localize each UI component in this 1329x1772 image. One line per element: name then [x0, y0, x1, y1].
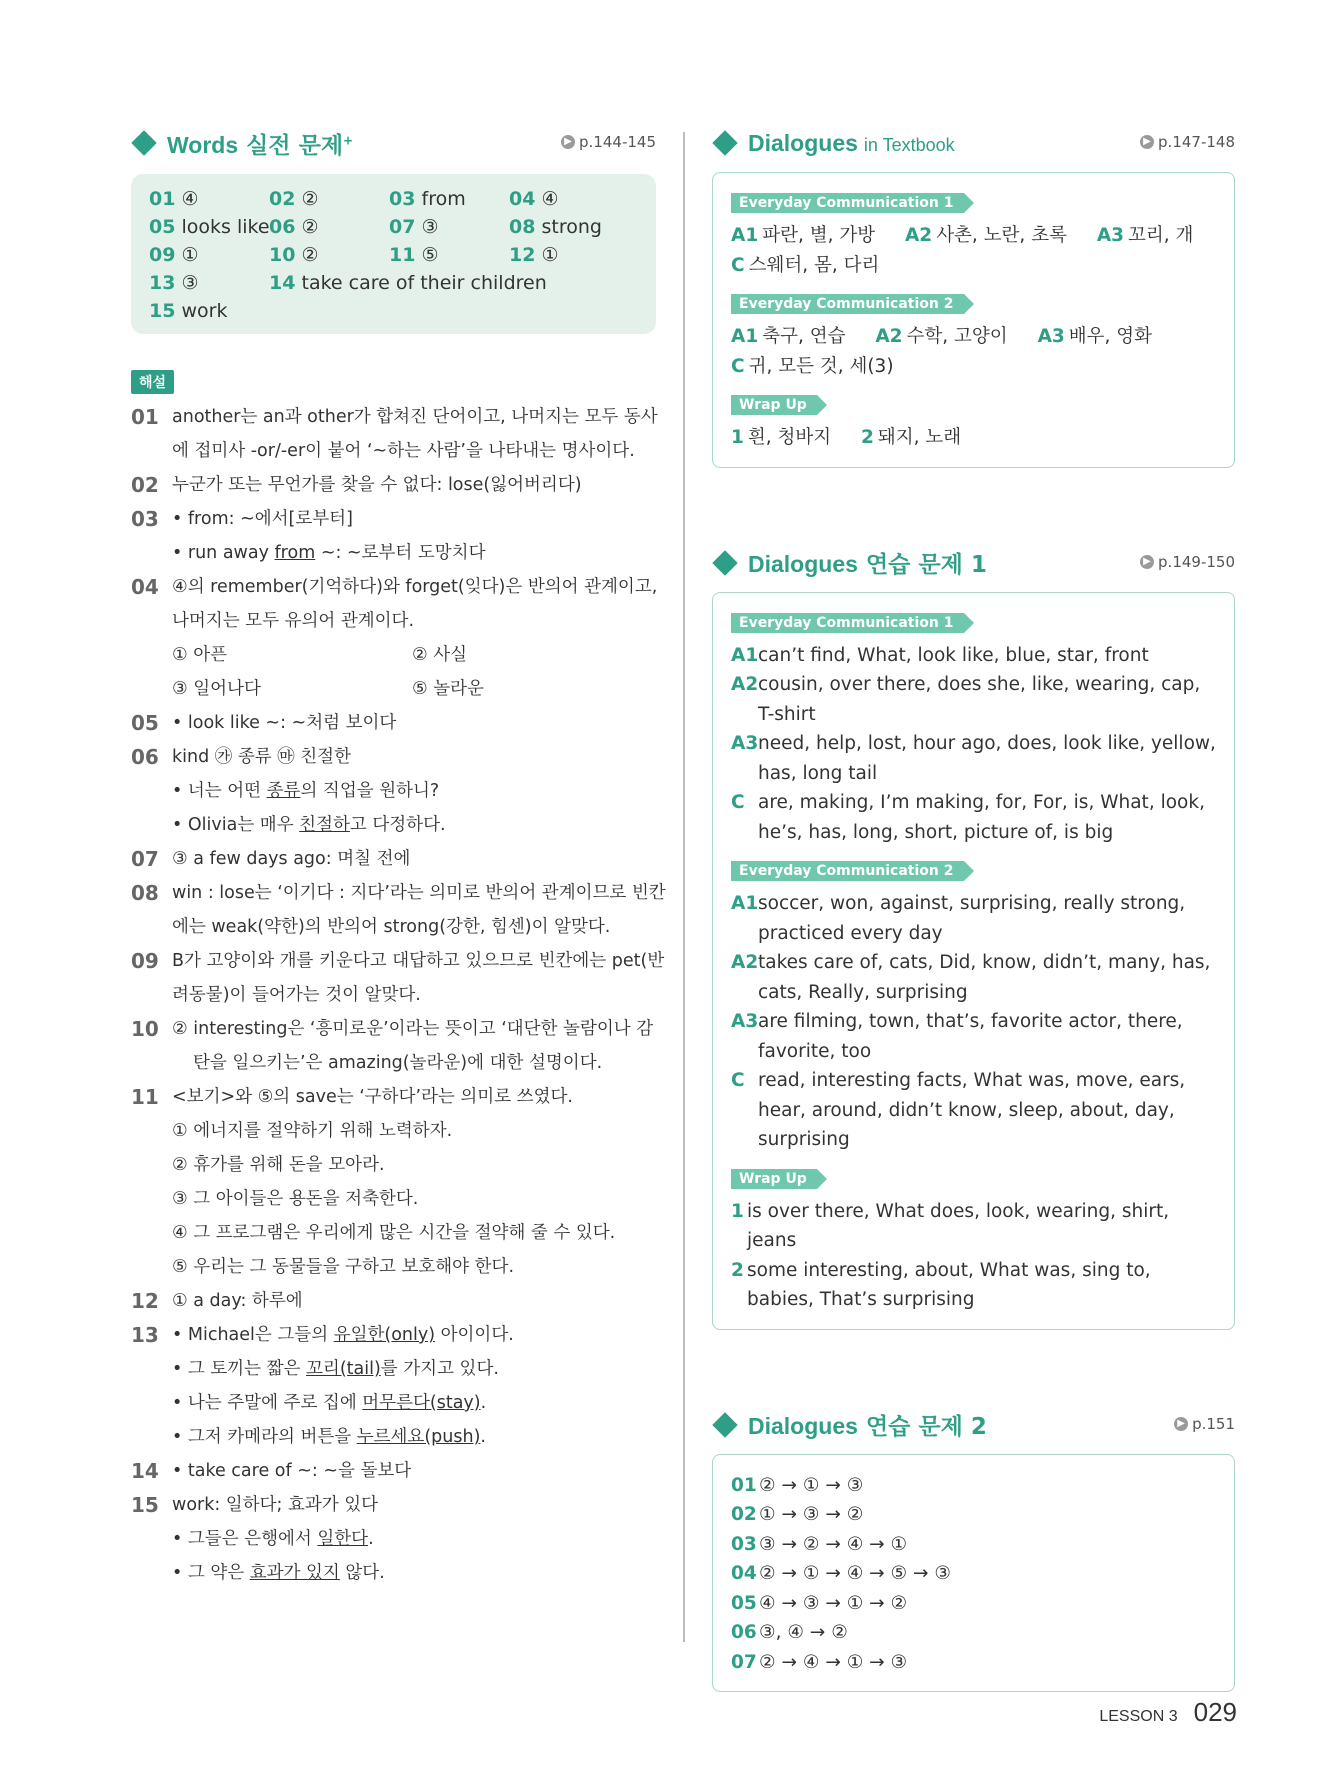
explanation-item: 08 win : lose는 ‘이기다 : 지다’라는 의미로 반의어 관계이므로 빈칸 에는 weak(약한)의 반의어 strong(강한, 힘센)이 알맞다.: [131, 881, 666, 937]
explanation-badge: 해설: [131, 370, 174, 394]
practice1-section-title: Dialogues 연습 문제 1: [748, 551, 987, 578]
words-answer-item: 03 from: [389, 188, 466, 210]
practice1-section-header: [712, 548, 1235, 578]
textbook-section-header: [712, 128, 1235, 158]
words-answer-item: 15 work: [149, 300, 228, 322]
explanation-item: 13 • Michael은 그들의 유일한(only) 아이이다. • 그 토끼는 짧은 꼬리(tail)를 가지고 있다. • 나는 주말에 주로 집에 머무른다(stay). • 그저 카메라의 버튼을 누르세요(push).: [131, 1323, 514, 1447]
explanation-item: 04 ④의 remember(기억하다)와 forget(잊다)은 반의어 관계이고, 나머지는 모두 유의어 관계이다. ① 아픈 ② 사실 ③ 일어나다 ⑤ 놀라운: [131, 575, 658, 699]
answer-line: A3 need, help, lost, hour ago, does, look like, yellow, has, long tail: [731, 733, 1216, 784]
arrow-right-icon: ▶: [1174, 1417, 1188, 1431]
textbook-answer-box: [712, 172, 1235, 468]
explanation-item: 10 ② interesting은 ‘흥미로운’이라는 뜻이고 ‘대단한 놀람이나 감 탄을 일으키는’은 amazing(놀라운)에 대한 설명이다.: [131, 1017, 654, 1073]
answer-line: C read, interesting facts, What was, move, ears, hear, around, didn’t know, sleep, about, day, surprising: [731, 1070, 1186, 1150]
answer-line: A2 takes care of, cats, Did, know, didn’t, many, has, cats, Really, surprising: [731, 952, 1211, 1003]
answer-line: A3 are filming, town, that’s, favorite actor, there, favorite, too: [731, 1011, 1183, 1062]
words-answer-item: 11 ⑤: [389, 244, 439, 266]
textbook-section-title: Dialogues in Textbook: [748, 129, 955, 156]
answer-line: 06 ③, ④ → ②: [731, 1622, 848, 1643]
words-section-header: [131, 128, 656, 158]
words-answer-item: 01 ④: [149, 188, 199, 210]
explanation-item: 02 누군가 또는 무언가를 찾을 수 없다: lose(잃어버리다): [131, 473, 582, 497]
explanation-item: 15 work: 일하다; 효과가 있다 • 그들은 은행에서 일한다. • 그 약은 효과가 있지 않다.: [131, 1493, 385, 1583]
section-tag: Wrap Up: [731, 1169, 817, 1189]
explanation-item: 03 • from: ~에서[로부터] • run away from ~: ~로부터 도망치다: [131, 507, 486, 563]
arrow-right-icon: ▶: [561, 135, 575, 149]
answer-line: C 귀, 모든 것, 세(3): [731, 355, 894, 377]
page-reference: ▶ p.151: [1174, 1415, 1235, 1433]
words-answer-item: 12 ①: [509, 244, 559, 266]
page-reference: ▶ p.144-145: [561, 133, 656, 151]
explanation-item: 01 another는 an과 other가 합쳐진 단어이고, 나머지는 모두 동사 에 접미사 -or/-er이 붙어 ‘~하는 사람’을 나타내는 명사이다.: [131, 405, 658, 461]
practice2-answer-box: [712, 1454, 1235, 1693]
words-answer-item: 02 ②: [269, 188, 319, 210]
explanation-item: 11 <보기>와 ⑤의 save는 ‘구하다’라는 의미로 쓰였다. ① 에너지를 절약하기 위해 노력하자. ② 휴가를 위해 돈을 모아라. ③ 그 아이들은 용돈을 저축한다. ④ 그 프로그램은 우리에게 많은 시간을 절약해 줄 수 있다. ⑤ 우리는 그 동물들을 구하고 보호해야 한다.: [131, 1085, 616, 1277]
practice1-answer-box: [712, 592, 1235, 1330]
answer-line: 07 ② → ④ → ① → ③: [731, 1651, 908, 1673]
words-answer-item: 05 looks like: [149, 216, 270, 238]
diamond-bullet-icon: [712, 550, 737, 575]
words-answer-grid: [149, 188, 638, 322]
arrow-right-icon: ▶: [1140, 555, 1154, 569]
section-tag: Wrap Up: [731, 395, 817, 415]
answer-line: 01 ② → ① → ③: [731, 1474, 864, 1496]
explanation-item: 05 • look like ~: ~처럼 보이다: [131, 711, 397, 735]
words-answer-item: 10 ②: [269, 244, 319, 266]
answer-line: 04 ② → ① → ④ → ⑤ → ③: [731, 1563, 951, 1584]
explanation-section: [131, 370, 666, 1590]
section-tag: Everyday Communication 1: [731, 613, 964, 633]
answer-line: C 스웨터, 몸, 다리: [731, 254, 880, 276]
explanation-list: [131, 400, 666, 1590]
words-answer-item: 09 ①: [149, 244, 199, 266]
answer-line: 1 is over there, What does, look, wearing, shirt, jeans: [731, 1200, 1170, 1251]
arrow-right-icon: ▶: [1140, 135, 1154, 149]
answer-line: A1 파란, 별, 가방 A2 사촌, 노란, 초록 A3 꼬리, 개: [731, 225, 1194, 246]
answer-line: 1 흰, 청바지 2 돼지, 노래: [731, 427, 962, 448]
words-section-title: Words 실전 문제+: [167, 131, 354, 159]
words-answer-item: 07 ③: [389, 216, 439, 238]
answer-line: 02 ① → ③ → ②: [731, 1504, 864, 1525]
words-answer-item: 04 ④: [509, 188, 559, 210]
answer-line: 05 ④ → ③ → ① → ②: [731, 1592, 908, 1614]
diamond-bullet-icon: [712, 130, 737, 155]
words-answer-box: [131, 174, 656, 334]
page-reference: ▶ p.149-150: [1140, 553, 1235, 571]
diamond-bullet-icon: [712, 1412, 737, 1437]
answer-line: A1 can’t find, What, look like, blue, star, front: [731, 644, 1149, 666]
page-footer: [1099, 1697, 1237, 1728]
answer-list: [731, 641, 1216, 848]
column-divider: [683, 132, 685, 1642]
diamond-bullet-icon: [131, 130, 156, 155]
explanation-item: 09 B가 고양이와 개를 키운다고 대답하고 있으므로 빈칸에는 pet(반 려동물)이 들어가는 것이 알맞다.: [131, 949, 665, 1005]
practice2-section-header: [712, 1410, 1235, 1440]
words-answer-item: 06 ②: [269, 216, 319, 238]
answer-line: A1 축구, 연습 A2 수학, 고양이 A3 배우, 영화: [731, 326, 1153, 347]
answer-list: [731, 1471, 1216, 1678]
practice2-section-title: Dialogues 연습 문제 2: [748, 1413, 987, 1440]
page-reference: ▶ p.147-148: [1140, 133, 1235, 151]
section-tag: Everyday Communication 1: [731, 193, 964, 213]
explanation-item: 12 ① a day: 하루에: [131, 1289, 303, 1313]
lesson-label: LESSON 3: [1099, 1708, 1178, 1725]
words-answer-item: 13 ③: [149, 272, 199, 294]
answer-line: C are, making, I’m making, for, For, is, What, look, he’s, has, long, short, picture of, is big: [731, 792, 1205, 843]
section-tag: Everyday Communication 2: [731, 861, 964, 881]
answer-line: 03 ③ → ② → ④ → ①: [731, 1533, 908, 1555]
section-tag: Everyday Communication 2: [731, 294, 964, 314]
left-column: [131, 128, 666, 1590]
answer-list: [731, 889, 1216, 1155]
explanation-item: 14 • take care of ~: ~을 돌보다: [131, 1459, 412, 1483]
answer-list: [731, 1197, 1216, 1315]
words-answer-item: 08 strong: [509, 216, 602, 238]
right-column: [712, 128, 1235, 1692]
page-number: 029: [1193, 1697, 1237, 1727]
answer-line: A2 cousin, over there, does she, like, wearing, cap, T-shirt: [731, 674, 1201, 725]
answer-line: 2 some interesting, about, What was, sing to, babies, That’s surprising: [731, 1259, 1151, 1310]
words-answer-item: 14 take care of their children: [269, 272, 547, 294]
answer-line: A1 soccer, won, against, surprising, really strong, practiced every day: [731, 893, 1186, 944]
explanation-item: 06 kind ㉮ 종류 ㉲ 친절한 • 너는 어떤 종류의 직업을 원하니? • Olivia는 매우 친절하고 다정하다.: [131, 745, 446, 835]
explanation-item: 07 ③ a few days ago: 며칠 전에: [131, 847, 411, 871]
